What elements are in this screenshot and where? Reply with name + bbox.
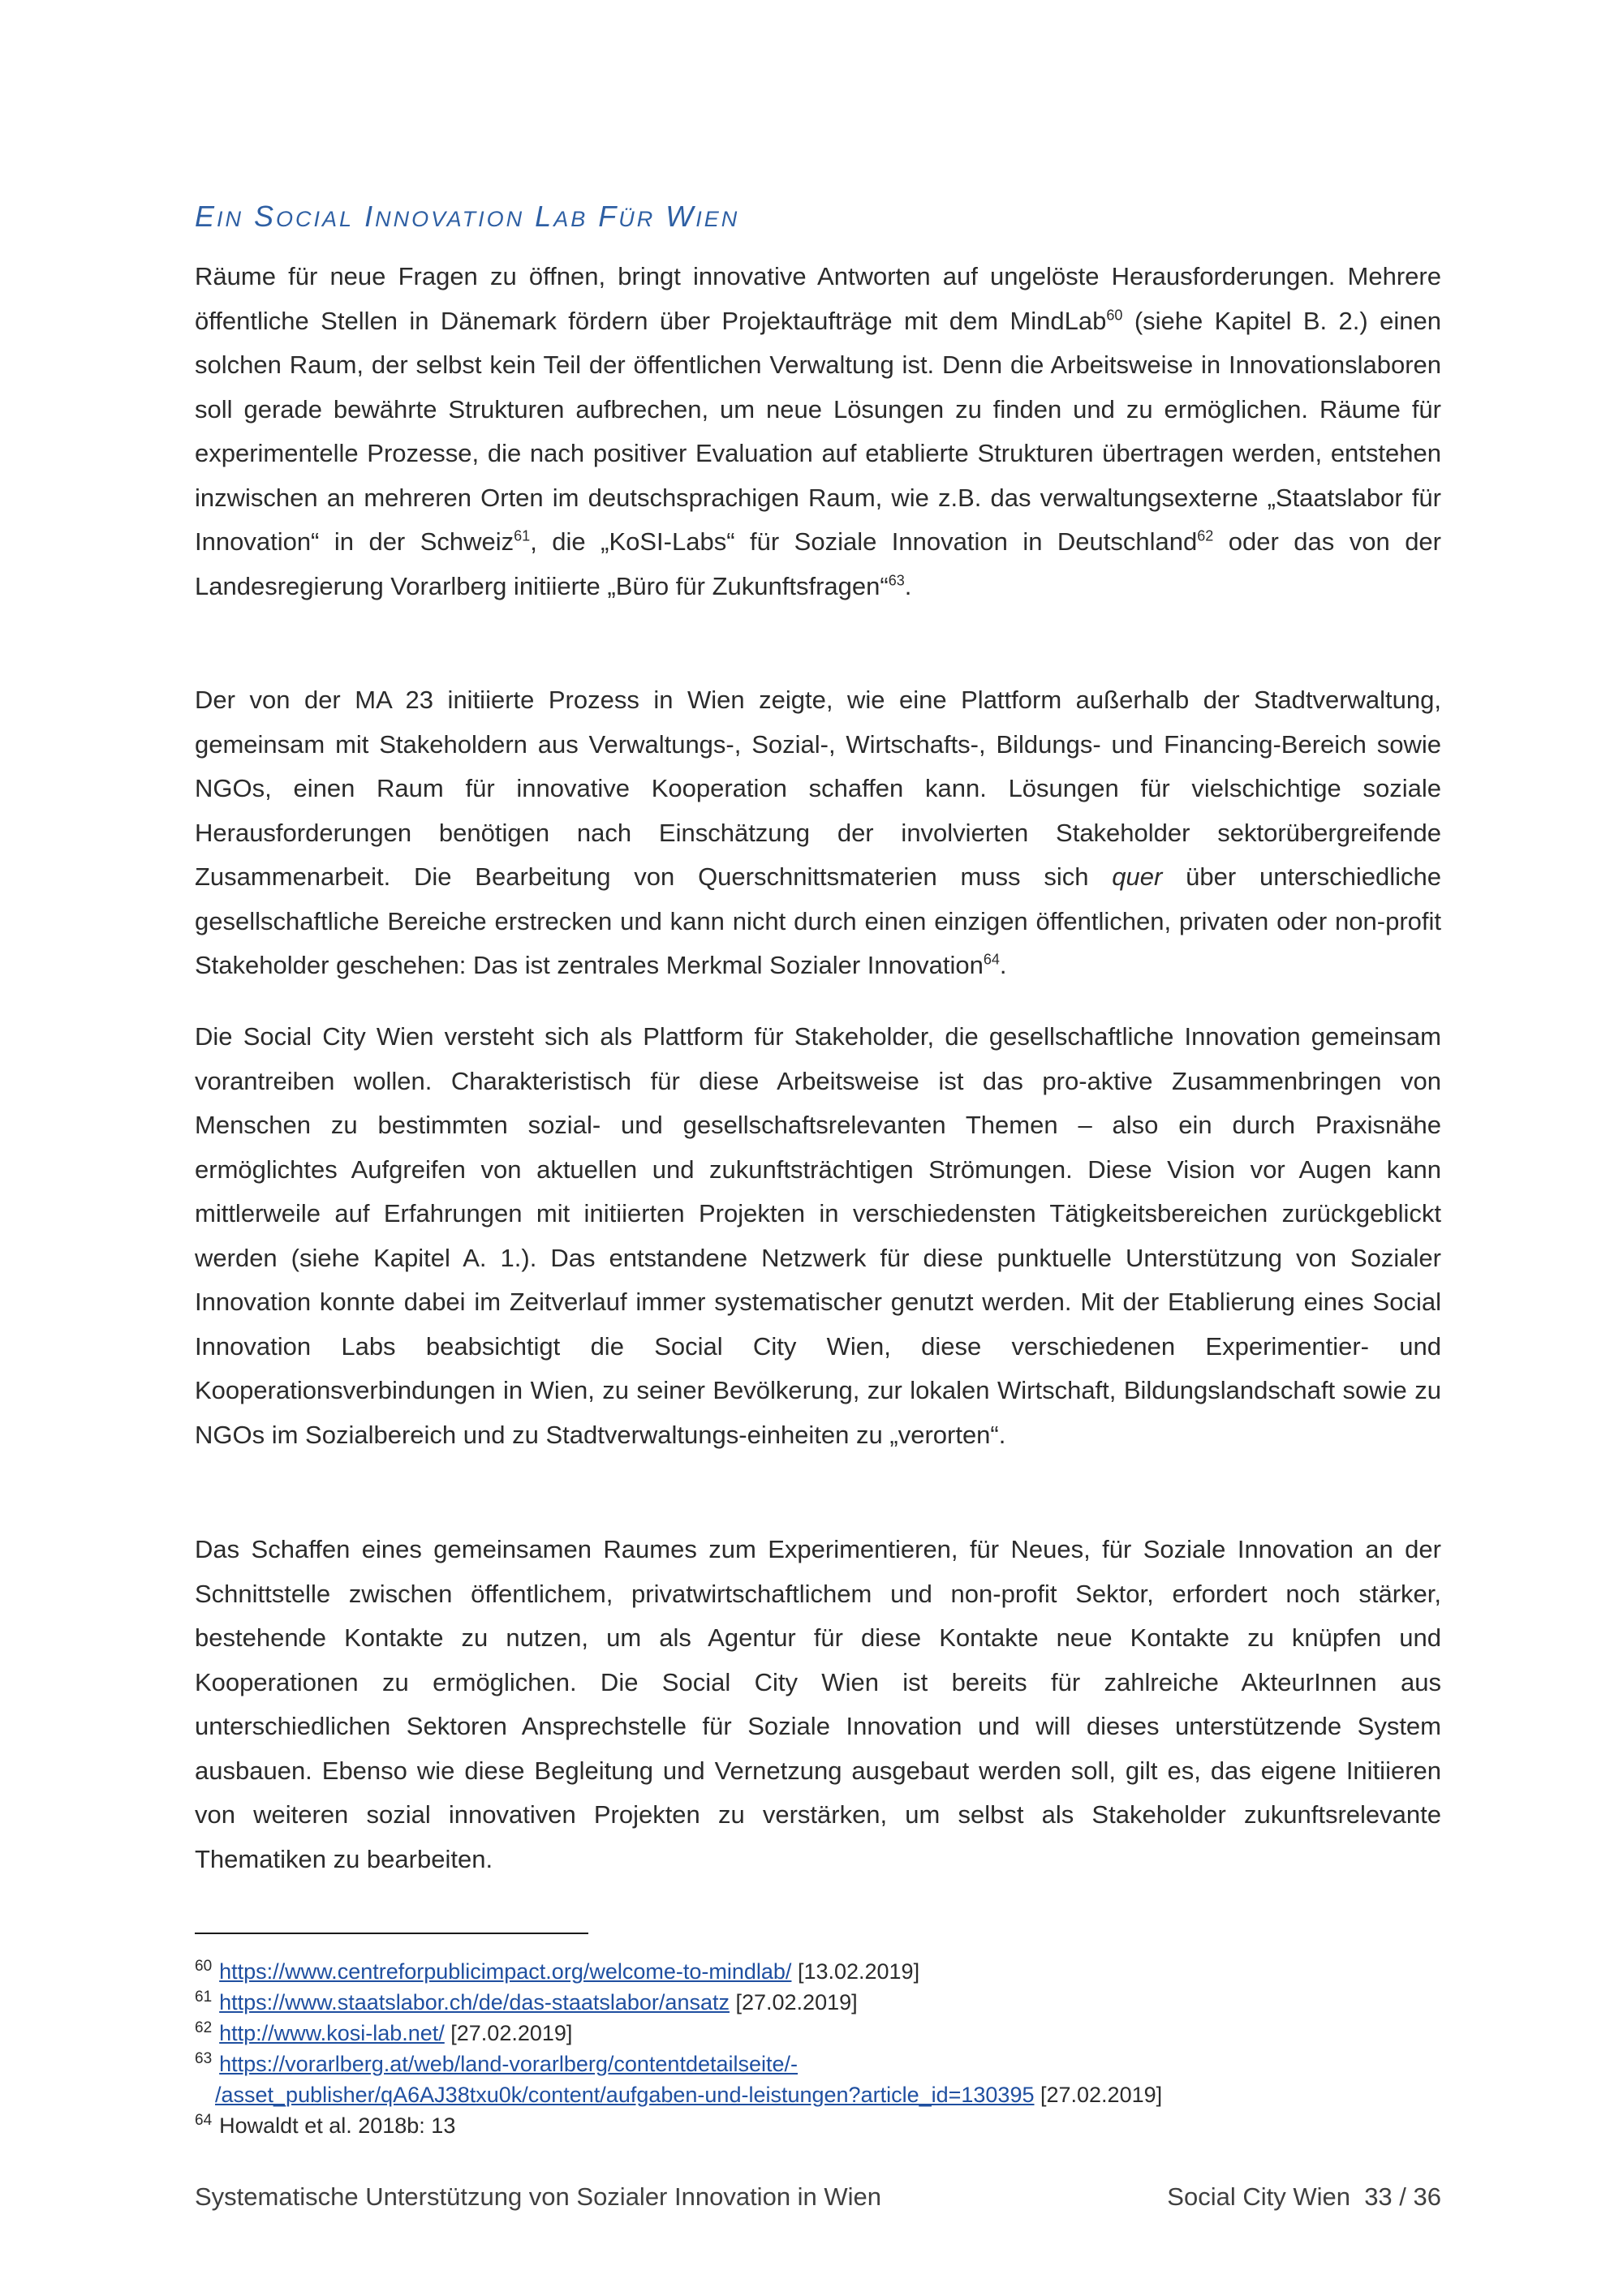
footnote-63-continued: /asset_publisher/qA6AJ38txu0k/content/aufgaben-und-leistungen?article_id=130395 [27.02.2019] <box>215 2083 1163 2107</box>
footer-page-number: Social City Wien 33 / 36 <box>1167 2182 1441 2211</box>
paragraph-2: Der von der MA 23 initiierte Prozess in Wien zeigte, wie eine Plattform außerhalb der Stadtverwaltung, gemeinsam mit Stakeholdern aus Verwaltungs-, Sozial-, Wirtschafts-, Bildungs- und Financing-Bereich sowie NGOs, einen Raum für innovative Kooperation schaffen kann. Lösungen für vielschichtige soziale Herausforderungen benötigen nach Einschätzung der involvierten Stakeholder sektorübergreifende Zusammenarbeit. Die Bearbeitung von Querschnittsmaterien muss sich quer über unterschiedliche gesellschaftliche Bereiche erstrecken und kann nicht durch einen einzigen öffentlichen, privaten oder non-profit Stakeholder geschehen: Das ist zentrales Merkmal Sozialer Innovation$^{64}$. <box>195 686 1441 979</box>
footer-document-title: Systematische Unterstützung von Sozialer Innovation in Wien <box>195 2182 882 2211</box>
footnote-63-link-part-1[interactable]: https://vorarlberg.at/web/land-vorarlberg/contentdetailseite/- <box>219 2052 799 2076</box>
footnote-ref-60: 60 <box>1106 307 1123 324</box>
footnote-separator <box>195 1933 588 1934</box>
footnote-ref-62: 62 <box>1197 527 1214 544</box>
footnote-62-link[interactable]: http://www.kosi-lab.net/ <box>219 2021 445 2045</box>
footnote-63-link-part-2[interactable]: /asset_publisher/qA6AJ38txu0k/content/aufgaben-und-leistungen?article_id=130395 <box>215 2083 1035 2107</box>
footnote-60-link[interactable]: https://www.centreforpublicimpact.org/welcome-to-mindlab/ <box>219 1959 792 1984</box>
footnote-ref-64: 64 <box>983 951 1000 968</box>
footnote-60: $^{60}$ https://www.centreforpublicimpact.org/welcome-to-mindlab/ [13.02.2019] <box>195 1958 920 1984</box>
footnote-ref-61: 61 <box>514 527 531 544</box>
footnote-62: $^{62}$ http://www.kosi-lab.net/ [27.02.2019] <box>195 2019 573 2045</box>
footnote-64: $^{64}$ Howaldt et al. 2018b: 13 <box>195 2112 456 2138</box>
footnote-61: $^{61}$ https://www.staatslabor.ch/de/das-staatslabor/ansatz [27.02.2019] <box>195 1989 858 2014</box>
paragraph-4: Das Schaffen eines gemeinsamen Raumes zum Experimentieren, für Neues, für Soziale Innovation an der Schnittstelle zwischen öffentlichem, privatwirtschaftlichem und non-profit Sektor, erfordert noch stärker, bestehende Kontakte zu nutzen, um als Agentur für diese Kontakte neue Kontakte zu knüpfen und Kooperationen zu ermöglichen. Die Social City Wien ist bereits für zahlreiche AkteurInnen aus unterschiedlichen Sektoren Ansprechstelle für Soziale Innovation und will dieses unterstützende System ausbauen. Ebenso wie diese Begleitung und Vernetzung ausgebaut werden soll, gilt es, das eigene Initiieren von weiteren sozial innovativen Projekten zu verstärken, um selbst als Stakeholder zukunftsrelevante Thematiken zu bearbeiten. <box>195 1535 1441 1873</box>
footnote-ref-63: 63 <box>888 572 905 589</box>
paragraph-1: Räume für neue Fragen zu öffnen, bringt innovative Antworten auf ungelöste Herausforderungen. Mehrere öffentliche Stellen in Dänemark fördern über Projektaufträge mit dem MindLab$^{60}$ (siehe Kapitel B. 2.) einen solchen Raum, der selbst kein Teil der öffentlichen Verwaltung ist. Denn die Arbeitsweise in Innovationslaboren soll gerade bewährte Strukturen aufbrechen, um neue Lösungen zu finden und zu ermöglichen. Räume für experimentelle Prozesse, die nach positiver Evaluation auf etablierte Strukturen übertragen werden, entstehen inzwischen an mehreren Orten im deutschsprachigen Raum, wie z.B. das verwaltungsexterne „Staatslabor für Innovation“ in der Schweiz$^{61}$, die „KoSI-Labs“ für Soziale Innovation in Deutschland$^{62}$ oder das von der Landesregierung Vorarlberg initiierte „Büro für Zukunftsfragen“$^{63}$. <box>195 262 1441 600</box>
section-heading: EIN SOCIAL INNOVATION LAB FÜR WIEN <box>195 200 740 233</box>
footnote-61-link[interactable]: https://www.staatslabor.ch/de/das-staatslabor/ansatz <box>219 1990 730 2014</box>
footnote-63: $^{63}$ https://vorarlberg.at/web/land-vorarlberg/contentdetailseite/- <box>195 2050 799 2076</box>
paragraph-3: Die Social City Wien versteht sich als Plattform für Stakeholder, die gesellschaftliche Innovation gemeinsam vorantreiben wollen. Charakteristisch für diese Arbeitsweise ist das pro-aktive Zusammenbringen von Menschen zu bestimmten sozial- und gesellschaftsrelevanten Themen – also ein durch Praxisnähe ermöglichtes Aufgreifen von aktuellen und zukunftsträchtigen Strömungen. Diese Vision vor Augen kann mittlerweile auf Erfahrungen mit initiierten Projekten in verschiedensten Tätigkeitsbereichen zurückgeblickt werden (siehe Kapitel A. 1.). Das entstandene Netzwerk für diese punktuelle Unterstützung von Sozialer Innovation konnte dabei im Zeitverlauf immer systematischer genutzt werden. Mit der Etablierung eines Social Innovation Labs beabsichtigt die Social City Wien, diese verschiedenen Experimentier- und Kooperationsverbindungen in Wien, zu seiner Bevölkerung, zur lokalen Wirtschaft, Bildungslandschaft sowie zu NGOs im Sozialbereich und zu Stadtverwaltungs-einheiten zu „verorten“. <box>195 1022 1441 1449</box>
